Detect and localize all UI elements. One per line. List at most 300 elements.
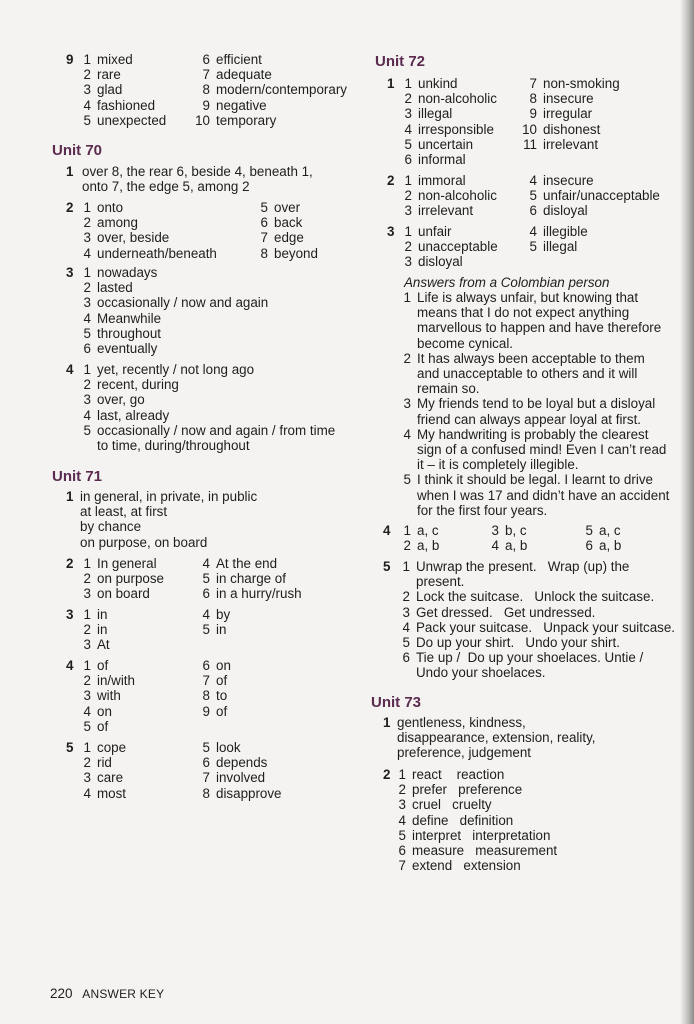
item-text [97,607,107,622]
item-text [416,605,595,620]
answer-item [386,589,675,604]
exercise-number: 1 [66,164,74,179]
item-number: 4 [529,224,537,239]
item-number: 2 [83,67,91,83]
item-number: 4 [402,619,410,635]
answer-item [186,755,282,770]
item-text [216,82,347,97]
item-text-line: uncertain [418,136,474,152]
answer-item [186,113,347,128]
item-number: 5 [402,635,410,651]
item-text [97,673,135,688]
answer-column [367,715,596,761]
item-text [417,523,439,538]
item-number: 10 [522,121,537,137]
answer-column [67,265,268,356]
answer-item [186,607,230,622]
item-text-line: My handwriting is probably the clearest [417,426,649,442]
answer-item [186,770,282,785]
item-number: 6 [202,586,210,602]
answer-item [67,704,135,719]
item-number: 2 [83,377,91,393]
item-number: 9 [202,97,210,113]
item-text-line: over, go [97,392,145,408]
item-text-line: on [216,658,231,673]
item-text-line: occasionally / now and again [97,295,269,311]
item-text [417,538,439,553]
item-number: 9 [529,106,537,122]
item-text-line: Tie up / Do up your shoelaces. Untie / [416,650,644,666]
item-text [97,265,157,280]
item-text [82,164,313,194]
item-text-line: insecure [543,173,594,188]
item-text-line: in charge of [216,571,286,587]
answer-item [387,538,439,553]
answer-column [52,164,313,194]
item-text [97,377,179,392]
item-number: 3 [83,688,91,704]
answer-column [186,607,230,637]
item-number: 7 [202,67,210,83]
answer-item [386,635,675,650]
item-text [418,188,497,203]
answer-item [67,673,135,688]
item-text-line: prefer preference [412,782,523,798]
item-text-line: It has always been acceptable to them [417,350,645,366]
item-number: 1 [404,76,412,91]
item-number: 4 [83,97,91,113]
item-text-line: sign of a confused mind! Even I can’t read [417,442,667,458]
item-text-line: nowadays [97,265,158,280]
answer-item [388,122,497,137]
item-text-line: irrelevant [543,136,599,152]
answer-column [50,489,257,550]
answer-item [186,658,231,673]
item-text [412,828,550,843]
item-number: 5 [83,112,91,128]
item-text-line: Do up your shirt. Undo your shirt. [416,635,620,651]
item-number: 8 [529,91,537,107]
answer-item [186,52,347,67]
item-number: 8 [202,82,210,98]
item-text-line: in general, in private, in public [80,489,258,504]
answer-column [67,740,126,801]
item-text-line: unfair [418,224,452,239]
item-text-line: mixed [97,52,133,67]
item-text-line: beyond [274,245,318,261]
answer-column [67,200,217,261]
item-text-line: measure measurement [412,843,558,859]
item-text-line: non-alcoholic [418,91,497,107]
item-text-line: with [97,688,121,704]
answer-item [387,472,669,518]
answer-item [244,200,318,215]
answer-item [388,91,497,106]
item-number: 3 [83,230,91,246]
item-text [418,224,452,239]
item-number: 3 [404,203,412,219]
item-text [216,556,277,571]
answer-column [388,173,497,219]
answer-item [513,239,588,254]
item-text [97,622,107,637]
answer-column [475,523,527,553]
item-text [418,254,463,269]
item-text-line: onto [97,200,124,215]
item-number: 4 [491,538,499,554]
item-text-line: a, b [505,538,528,554]
item-number: 11 [523,136,537,152]
item-text-line: a, c [417,523,439,538]
page-edge-shadow [680,0,694,1024]
item-number: 5 [202,571,210,587]
item-text [97,362,254,377]
item-number: 3 [404,254,412,270]
item-number [367,715,391,761]
item-text-line: marvellous to happen and have therefore [417,320,662,336]
item-text-line: to time, during/throughout [97,438,250,454]
item-number: 8 [202,688,210,704]
item-number: 1 [83,362,91,377]
page-footer [50,986,164,1002]
item-number: 6 [202,755,210,771]
item-text [97,770,123,785]
answer-item [388,152,497,167]
answer-column [387,290,669,518]
item-number: 2 [404,239,412,255]
item-text [505,523,527,538]
exercise-number: 4 [66,362,74,377]
item-text-line: immoral [418,173,466,188]
item-number: 5 [529,188,537,204]
item-text [397,715,596,761]
item-text [505,538,527,553]
item-number: 1 [83,265,91,280]
answer-item [387,523,439,538]
answer-item [67,719,135,734]
item-number: 1 [83,607,91,622]
answer-column [67,556,164,602]
answer-item [67,98,166,113]
answer-item [386,605,675,620]
item-number: 4 [83,407,91,423]
answer-item [67,67,166,82]
answer-item [382,828,557,843]
item-text [97,658,108,673]
item-text [417,351,645,397]
item-text [97,326,161,341]
item-text-line: of [97,718,109,734]
answer-item [386,650,675,680]
item-number: 2 [83,280,91,296]
item-text [97,755,112,770]
item-text-line: My friends tend to be loyal but a disloyal [417,396,656,412]
answer-item [569,523,621,538]
item-text-line: unfair/unacceptable [543,188,660,204]
answer-item [388,106,497,121]
item-number: 3 [491,523,499,538]
item-number: 6 [83,341,91,357]
item-text [417,396,655,426]
item-text [97,341,157,356]
item-number: 1 [83,658,91,673]
item-text-line: means that I do not expect anything [417,305,630,321]
item-text-line: non-alcoholic [418,188,497,204]
item-text-line: illegal [418,106,453,122]
answer-item [513,203,660,218]
answer-item [244,246,318,261]
item-text-line: and unacceptable to others and it will [417,366,638,382]
answer-item [186,786,282,801]
answer-item [186,673,231,688]
item-text-line: friend can always appear loyal at first. [417,411,642,427]
answer-item [67,295,268,310]
item-number: 5 [260,200,268,215]
item-text [418,137,473,152]
answer-item [67,377,335,392]
item-text-line: in/with [97,673,135,689]
answer-item [388,188,497,203]
answer-column [67,362,335,453]
answer-item [513,137,620,152]
item-text-line: gentleness, kindness, [397,715,526,730]
item-number: 2 [83,215,91,231]
item-text-line: negative [216,97,267,113]
item-number: 1 [404,224,412,239]
answer-column [387,523,439,553]
answer-item [382,797,557,812]
item-number [52,164,76,194]
item-text [543,188,660,203]
item-text [416,635,620,650]
item-text [97,719,108,734]
item-text [216,786,282,801]
item-text-line: rare [97,67,121,83]
item-text-line: disloyal [543,203,588,219]
answer-column [513,76,620,152]
item-number: 2 [398,782,406,798]
exercise-number: 9 [66,52,74,67]
answer-item [67,408,335,423]
answer-item [388,224,498,239]
item-text [416,589,654,604]
item-text [97,280,133,295]
item-text-line: irrelevant [418,203,474,219]
answer-item [186,688,231,703]
answer-item [67,622,110,637]
unit-71-heading: Unit 71 [52,468,103,485]
answer-item [382,858,557,873]
answer-item [67,113,166,128]
item-text [416,559,629,589]
unit-70-heading: Unit 70 [52,142,103,159]
item-number: 6 [202,658,210,673]
item-text [97,67,121,82]
item-text-line: on purpose, on board [80,534,208,550]
item-number: 8 [260,245,268,261]
item-text [216,688,227,703]
answer-item [388,173,497,188]
item-text [418,106,452,121]
answer-item [67,786,126,801]
item-text-line: informal [418,152,466,168]
item-number: 9 [202,703,210,719]
item-text [418,239,498,254]
item-number: 2 [83,755,91,771]
item-text-line: it – it is completely illegible. [417,457,579,473]
item-text-line: interpret interpretation [412,827,551,843]
item-text-line: a, b [599,538,622,554]
item-number: 5 [202,622,210,638]
item-number: 2 [83,673,91,689]
item-number: 1 [83,200,91,215]
item-text [97,311,161,326]
item-text-line: Unwrap the present. Wrap (up) the [416,559,630,574]
answer-item [67,280,268,295]
item-text [418,152,466,167]
item-text [543,91,594,106]
answer-item [382,843,557,858]
item-number: 2 [403,538,411,554]
answer-column [186,52,347,128]
item-text-line: cope [97,740,127,755]
item-text [216,673,227,688]
item-text-line: Undo your shoelaces. [416,665,546,681]
answer-item [386,559,675,589]
item-number: 4 [83,310,91,326]
item-text-line: disapprove [216,785,282,801]
answer-item [67,265,268,280]
exercise-number: 2 [66,200,74,215]
item-text-line: illegible [543,224,588,239]
answer-item [513,76,620,91]
answer-item [67,607,110,622]
item-text-line: unexpected [97,112,167,128]
exercise-number: 3 [387,224,395,239]
item-text-line: to [216,688,228,704]
item-text-line: by [216,607,231,622]
item-text [97,392,145,407]
item-text [274,200,300,215]
item-text [274,215,302,230]
answer-column [67,658,135,734]
item-number: 5 [404,136,412,152]
item-text [97,246,217,261]
item-number: 6 [398,843,406,859]
item-text-line: occasionally / now and again / from time [97,422,336,438]
answer-item [186,82,347,97]
item-text-line: over, beside [97,230,170,246]
item-text-line: adequate [216,67,272,83]
item-text [274,246,318,261]
answer-item [513,188,660,203]
answer-item [52,164,313,194]
item-text-line: preference, judgement [397,745,531,761]
item-text-line: cruel cruelty [412,797,492,813]
item-text [216,622,226,637]
item-number: 4 [202,556,210,571]
item-text-line: Life is always unfair, but knowing that [417,290,639,305]
item-text-line: involved [216,770,266,786]
item-number: 10 [195,112,210,128]
item-text [97,586,150,601]
item-number: 6 [202,52,210,67]
item-text-line: define definition [412,812,514,828]
unit-72-heading: Unit 72 [375,53,426,70]
item-text-line: glad [97,82,123,98]
exercise-number: 1 [387,76,395,91]
answer-item [513,91,620,106]
item-number: 4 [403,426,411,442]
item-number: 3 [83,770,91,786]
item-text [97,786,126,801]
answer-item [387,290,669,351]
answer-item [67,755,126,770]
answer-column [186,658,231,719]
item-text-line: Pack your suitcase. Unpack your suitcase. [416,619,675,635]
answer-column [382,767,557,873]
item-text-line: react reaction [412,767,505,782]
item-text-line: non-smoking [543,76,620,91]
item-number: 1 [398,767,406,782]
item-text-line: yet, recently / not long ago [97,362,255,377]
item-number: 4 [83,245,91,261]
item-text [418,76,457,91]
answer-column [186,556,302,602]
answer-item [244,215,318,230]
item-number: 6 [260,215,268,231]
answer-item [67,571,164,586]
item-number: 1 [83,556,91,571]
item-text-line: in a hurry/rush [216,586,302,602]
item-text-line: irresponsible [418,121,494,137]
answer-item [382,767,557,782]
answer-item [387,396,669,426]
answer-item [186,98,347,113]
answer-column [67,607,110,653]
item-text-line: extend extension [412,858,521,874]
item-text-line: edge [274,230,304,246]
item-text [97,215,138,230]
exercise-number: 1 [66,489,74,504]
item-number: 3 [83,82,91,98]
item-text [599,523,621,538]
item-number: 6 [402,650,410,666]
item-text-line: on board [97,586,150,602]
item-text-line: depends [216,755,268,771]
item-text [412,797,492,812]
item-text [216,67,272,82]
item-text-line: rid [97,755,112,771]
item-text-line: lasted [97,280,133,296]
item-number: 6 [585,538,593,554]
answer-item [67,688,135,703]
answer-item [67,326,268,341]
item-number: 4 [83,703,91,719]
item-text [216,571,286,586]
item-text [543,137,598,152]
item-text-line: Meanwhile [97,310,162,326]
answer-item [67,215,217,230]
item-number: 5 [83,718,91,734]
item-number: 2 [403,350,411,366]
item-number: 3 [404,106,412,122]
item-number: 6 [404,152,412,168]
item-text-line: insecure [543,91,594,107]
item-text-line: In general [97,556,157,571]
item-text [543,122,600,137]
item-text-line: over [274,200,301,215]
